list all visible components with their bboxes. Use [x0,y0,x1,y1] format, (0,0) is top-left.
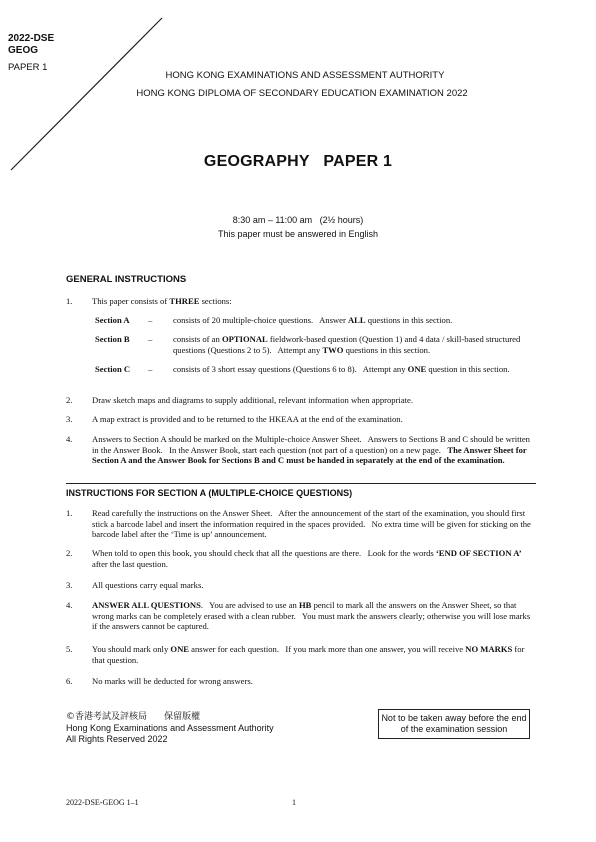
item-text-bold: NO MARKS [465,644,513,654]
section-text: questions in this section. [365,315,453,325]
subject-code: GEOG [8,45,39,56]
section-text: questions in this section. [343,344,431,355]
section-text: consists of an [173,334,222,344]
item-text: . You are advised to use an [200,600,299,610]
section-a-heading: INSTRUCTIONS FOR SECTION A (MULTIPLE-CHOICE QUESTIONS) [66,488,353,498]
item-text: This paper consists of [92,296,170,306]
copyright-line: Hong Kong Examinations and Assessment Authority [66,723,274,733]
item-number: 3. [66,414,73,424]
footer-code: 2022-DSE-GEOG 1–1 [66,798,139,807]
section-label: Section C [95,364,131,374]
item-text-bold: ANSWER ALL QUESTIONS [92,600,201,610]
section-text: question in this section. [426,364,510,374]
section-text-bold: ONE [407,364,427,374]
item-text: Draw sketch maps and diagrams to supply additional, relevant information when appropriate. [92,395,413,405]
item-text: A map extract is provided and to be returned to the HKEAA at the end of the examination. [92,414,403,424]
general-instructions-heading: GENERAL INSTRUCTIONS [66,274,187,285]
item-text: When told to open this book, you should check that all the questions are there. Look for the words [92,548,436,558]
section-divider [66,483,536,484]
item-text-bold: ‘END OF SECTION A’ [435,548,522,558]
item-text: No marks will be deducted for wrong answers. [92,676,253,686]
copyright-block [66,712,274,745]
section-label: Section B [95,334,130,344]
item-text-bold: HB [299,600,312,610]
item-text-bold: THREE [169,296,200,306]
dash: – [148,334,153,344]
authority-name: HONG KONG EXAMINATIONS AND ASSESSMENT AUTHORITY [165,70,445,81]
paper-label: PAPER 1 [8,62,48,73]
item-text: You should mark only [92,644,171,654]
section-label: Section A [95,315,130,325]
corner-label [8,33,54,57]
copyright-line: All Rights Reserved 2022 [66,734,168,744]
item-number: 4. [66,434,73,444]
notice-box: Not to be taken away before the end of the examination session [378,709,530,739]
item-text: after the last question. [92,558,168,569]
item-text: for that question. [92,644,525,665]
section-text-bold: ALL [347,315,366,325]
item-number: 2. [66,548,73,558]
item-number: 5. [66,644,73,654]
item-number: 4. [66,600,73,610]
item-number: 6. [66,676,73,686]
page-title: GEOGRAPHY PAPER 1 [203,153,393,170]
section-text-bold: OPTIONAL [221,334,268,344]
item-text-bold: The Answer Sheet for Section A and the Answer Book for Sections B and C must be handed in separately at the end of the examination. [92,444,527,465]
section-text: consists of 20 multiple-choice questions. Answer [173,315,348,325]
section-text: fieldwork-based question (Question 1) and 4 data / skill-based structured questions (Questions 2 to 5). Attempt any [173,334,523,355]
section-text: consists of 3 short essay questions (Questions 6 to 8). Attempt any [173,364,408,374]
item-number: 1. [66,296,73,306]
section-text-bold: TWO [322,344,344,355]
page-number: 1 [292,798,296,807]
dash: – [148,364,153,374]
item-text: Read carefully the instructions on the Answer Sheet. After the announcement of the start of the examination, you should first stick a barcode label and insert the information required in the spaces provided. No extra time will be given for sticking on the barcode label after the ‘Time is up’ announcement. [92,508,534,539]
language-note: This paper must be answered in English [217,229,379,239]
exam-time: 8:30 am – 11:00 am (2½ hours) [232,215,364,225]
item-text: pencil to mark all the answers on the Answer Sheet, so that wrong marks can be completely erased with a clean rubber. You must mark the answers clearly; otherwise you will lose marks if the answers cannot be captured. [92,600,533,631]
item-text: answer for each question. If you mark more than one answer, you will receive [189,644,466,654]
item-text: Answers to Section A should be marked on the Multiple-choice Answer Sheet. Answers to Sections B and C should be written in the Answer Book. In the Answer Book, start each question (not part of a question) on a new page. [92,434,533,455]
item-number: 3. [66,580,73,590]
dash: – [148,315,153,325]
copyright-line: ©香港考試及評核局 保留版權 [66,712,201,722]
item-number: 2. [66,395,73,405]
item-text: All questions carry equal marks. [92,580,204,590]
exam-code: 2022-DSE [8,33,55,44]
item-number: 1. [66,508,73,518]
item-text-bold: ONE [170,644,190,654]
item-text: sections: [199,296,232,306]
exam-name: HONG KONG DIPLOMA OF SECONDARY EDUCATION EXAMINATION 2022 [136,88,468,99]
